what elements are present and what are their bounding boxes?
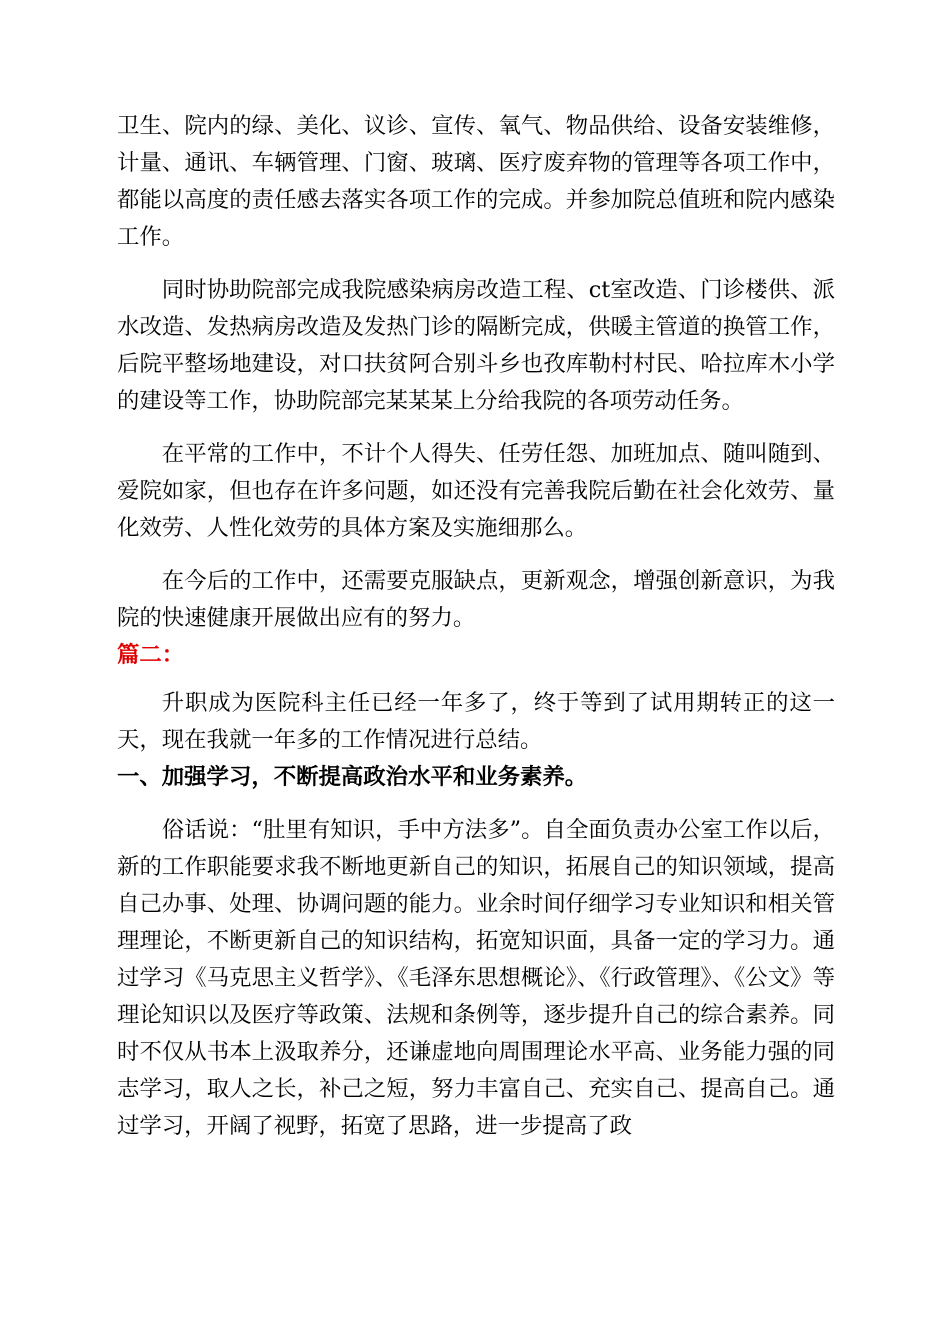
paragraph-daily-work: 在平常的工作中，不计个人得失、任劳任怨、加班加点、随叫随到、爱院如家，但也存在许多问题，如还没有完善我院后勤在社会化效劳、量化效劳、人性化效劳的具体方案及实施细那么。: [117, 441, 835, 541]
paragraph-renovation: 同时协助院部完成我院感染病房改造工程、ct室改造、门诊楼供、派水改造、发热病房改造及发热门诊的隔断完成，供暖主管道的换管工作，后院平整场地建设，对口扶贫阿合别斗乡也孜库勒村村民、哈拉库木小学的建设等工作，协助院部完某某某上分给我院的各项劳动任务。: [117, 277, 835, 414]
heading-study: 一、加强学习，不断提高政治水平和业务素养。: [117, 764, 588, 790]
paragraph-future-work: 在今后的工作中，还需要克服缺点，更新观念，增强创新意识，为我院的快速健康开展做出应有的努力。: [117, 568, 835, 631]
section-title: 篇二：: [117, 642, 185, 668]
paragraph-continued: 卫生、院内的绿、美化、议诊、宣传、氧气、物品供给、设备安装维修，计量、通讯、车辆管理、门窗、玻璃、医疗废弃物的管理等各项工作中，都能以高度的责任感去落实各项工作的完成。并参加院总值班和院内感染工作。: [117, 113, 835, 250]
document-page: [117, 108, 835, 1145]
section-intro: 升职成为医院科主任已经一年多了，终于等到了试用期转正的这一天，现在我就一年多的工作情况进行总结。: [117, 690, 835, 753]
paragraph-study: 俗话说：“肚里有知识，手中方法多”。自全面负责办公室工作以后，新的工作职能要求我不断地更新自己的知识，拓展自己的知识领域，提高自己办事、处理、协调问题的能力。业余时间仔细学习专业知识和相关管理理论，不断更新自己的知识结构，拓宽知识面，具备一定的学习力。通过学习《马克思主义哲学》、《毛泽东思想概论》、《行政管理》、《公文》等理论知识以及医疗等政策、法规和条例等，逐步提升自己的综合素养。同时不仅从书本上汲取养分，还谦虚地向周围理论水平高、业务能力强的同志学习，取人之长，补己之短，努力丰富自己、充实自己、提高自己。通过学习，开阔了视野，拓宽了思路，进一步提高了政: [117, 817, 835, 1139]
